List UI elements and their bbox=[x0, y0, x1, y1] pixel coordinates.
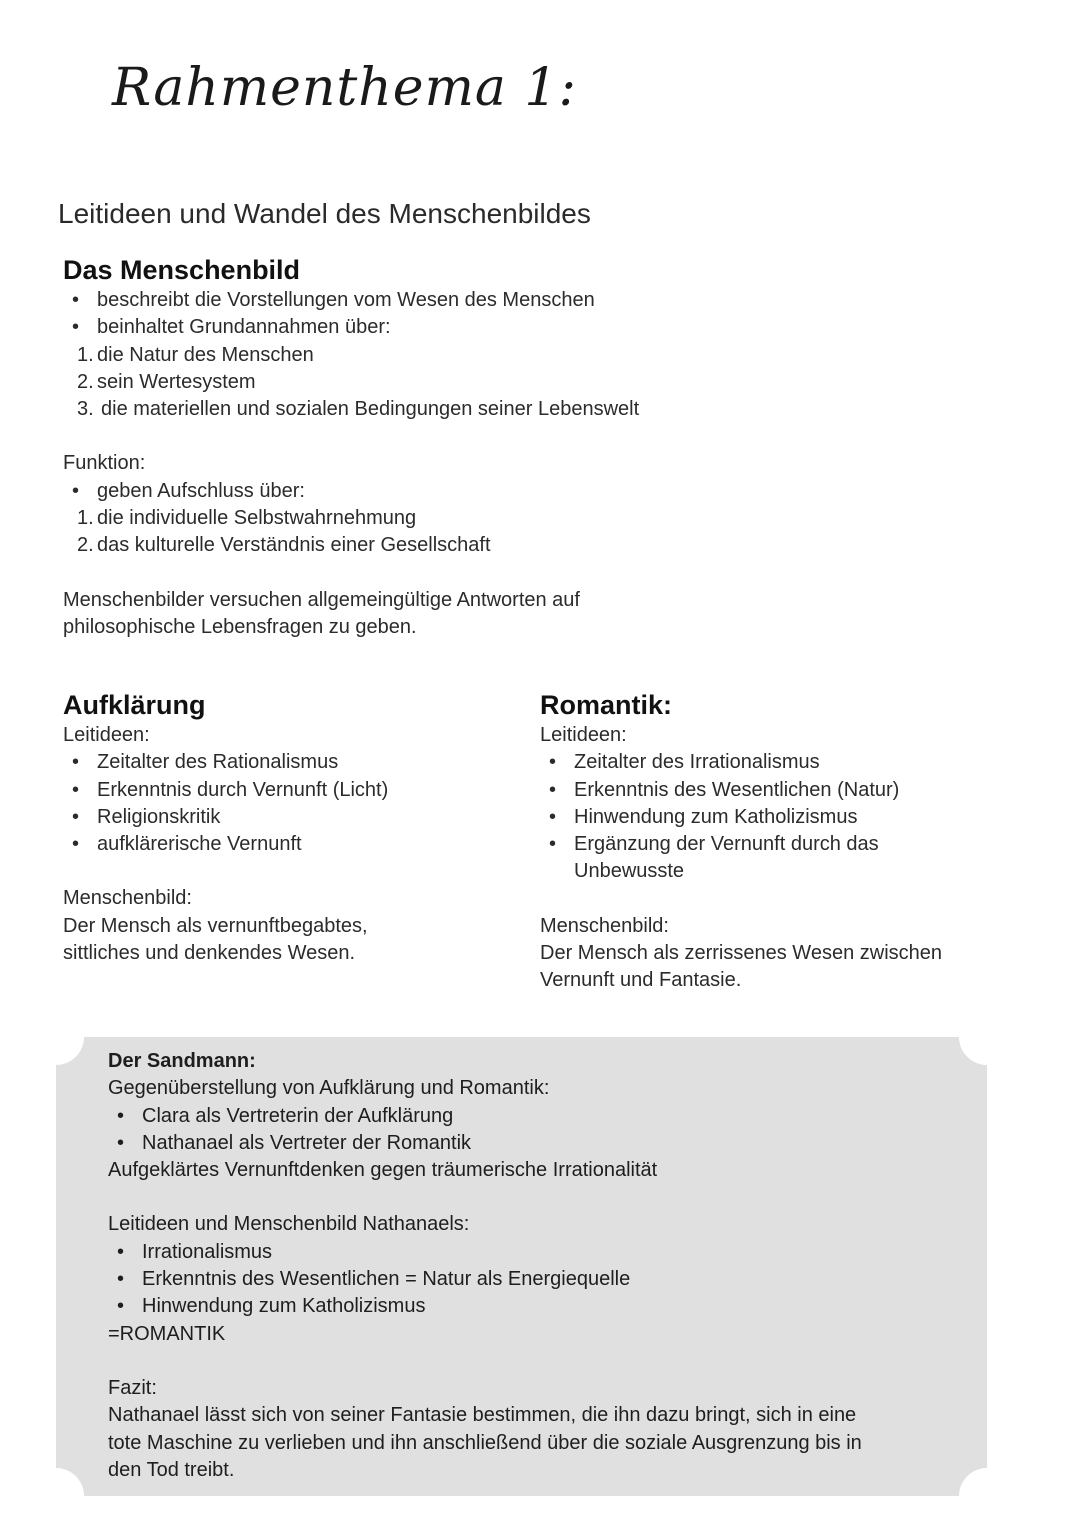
menschenbild-label: Menschenbild: bbox=[540, 914, 669, 937]
list-number: 1. bbox=[77, 507, 94, 530]
list-item bbox=[63, 532, 639, 559]
romantik-bullets bbox=[540, 749, 942, 858]
list-item: • Erkenntnis des Wesentlichen (Natur) bbox=[540, 777, 942, 804]
menschenbild-heading: Das Menschenbild bbox=[63, 255, 301, 285]
funktion-numbered bbox=[63, 505, 639, 560]
summary-line: Menschenbilder versuchen allgemeingültige Antworten auf bbox=[63, 588, 580, 611]
list-text: die Natur des Menschen bbox=[97, 343, 314, 366]
funktion-label: Funktion: bbox=[63, 452, 146, 475]
list-item bbox=[63, 369, 639, 396]
list-item bbox=[63, 505, 639, 532]
list-item: • Hinwendung zum Katholizismus bbox=[108, 1293, 862, 1320]
list-item: • Nathanael als Vertreter der Romantik bbox=[108, 1130, 862, 1157]
list-item: • Irrationalismus bbox=[108, 1239, 862, 1266]
list-number: 2. bbox=[77, 534, 94, 557]
funktion-bullets bbox=[63, 478, 639, 505]
list-number: 1. bbox=[77, 343, 94, 366]
list-item: • beschreibt die Vorstellungen vom Wesen des Menschen bbox=[63, 287, 639, 314]
list-item: • geben Aufschluss über: bbox=[63, 478, 639, 505]
corner-notch bbox=[28, 1468, 84, 1524]
list-text: die materiellen und sozialen Bedingungen seiner Lebenswelt bbox=[101, 398, 640, 421]
menschenbild-numbered bbox=[63, 342, 639, 424]
menschenbild-text: sittliches und denkendes Wesen. bbox=[63, 942, 356, 965]
menschenbild-text: Der Mensch als zerrissenes Wesen zwischen bbox=[540, 942, 943, 965]
romantik-heading: Romantik: bbox=[540, 690, 673, 720]
list-number: 2. bbox=[77, 370, 94, 393]
aufklaerung-heading: Aufklärung bbox=[63, 690, 206, 720]
list-text: die individuelle Selbstwahrnehmung bbox=[97, 507, 417, 530]
leitideen-label: Leitideen: bbox=[63, 724, 150, 746]
corner-notch bbox=[28, 1009, 84, 1065]
fazit-text: Nathanael lässt sich von seiner Fantasie bestimmen, die ihn dazu bringt, sich in eine bbox=[108, 1404, 857, 1427]
list-item: • Erkenntnis durch Vernunft (Licht) bbox=[63, 777, 388, 804]
corner-notch bbox=[959, 1468, 1015, 1524]
fazit-text: den Tod treibt. bbox=[108, 1458, 235, 1481]
list-item: • Zeitalter des Irrationalismus bbox=[540, 749, 942, 776]
sandmann-content bbox=[108, 1048, 862, 1484]
list-item bbox=[63, 342, 639, 369]
sandmann-intro: Gegenüberstellung von Aufklärung und Romantik: bbox=[108, 1077, 550, 1100]
fazit-text: tote Maschine zu verlieben und ihn anschließend über die soziale Ausgrenzung bis in bbox=[108, 1431, 862, 1454]
menschenbild-text: Der Mensch als vernunftbegabtes, bbox=[63, 914, 368, 937]
romantik-section bbox=[540, 688, 942, 995]
sandmann-bullets bbox=[108, 1103, 862, 1158]
list-item: • Clara als Vertreterin der Aufklärung bbox=[108, 1103, 862, 1130]
list-item-continuation: Unbewusste bbox=[574, 860, 685, 883]
list-item: • Erkenntnis des Wesentlichen = Natur als Energiequelle bbox=[108, 1266, 862, 1293]
sandmann-leitideen-bullets bbox=[108, 1239, 862, 1321]
list-item bbox=[63, 396, 639, 423]
sandmann-leitideen-label: Leitideen und Menschenbild Nathanaels: bbox=[108, 1213, 470, 1236]
sandmann-heading: Der Sandmann: bbox=[108, 1050, 256, 1072]
list-item: • Religionskritik bbox=[63, 804, 388, 831]
list-item: • Hinwendung zum Katholizismus bbox=[540, 804, 942, 831]
aufklaerung-bullets bbox=[63, 749, 388, 858]
sandmann-result: =ROMANTIK bbox=[108, 1322, 226, 1345]
menschenbild-section bbox=[63, 253, 639, 641]
list-item: • aufklärerische Vernunft bbox=[63, 831, 388, 858]
sandmann-contrast: Aufgeklärtes Vernunftdenken gegen träumerische Irrationalität bbox=[108, 1159, 658, 1182]
summary-line: philosophische Lebensfragen zu geben. bbox=[63, 615, 417, 638]
script-title: Rahmenthema 1: bbox=[112, 58, 578, 118]
list-item: • beinhaltet Grundannahmen über: bbox=[63, 314, 639, 341]
menschenbild-text: Vernunft und Fantasie. bbox=[540, 969, 742, 992]
page-title: Leitideen und Wandel des Menschenbildes bbox=[58, 198, 591, 229]
list-item: • Zeitalter des Rationalismus bbox=[63, 749, 388, 776]
list-item: • Ergänzung der Vernunft durch das bbox=[540, 831, 942, 858]
list-number: 3. bbox=[77, 398, 94, 421]
list-text: das kulturelle Verständnis einer Gesellschaft bbox=[97, 534, 491, 557]
fazit-label: Fazit: bbox=[108, 1376, 157, 1399]
leitideen-label: Leitideen: bbox=[540, 724, 627, 746]
aufklaerung-section bbox=[63, 688, 388, 967]
list-text: sein Wertesystem bbox=[97, 370, 256, 393]
menschenbild-label: Menschenbild: bbox=[63, 887, 192, 910]
corner-notch bbox=[959, 1009, 1015, 1065]
menschenbild-bullets bbox=[63, 287, 639, 342]
